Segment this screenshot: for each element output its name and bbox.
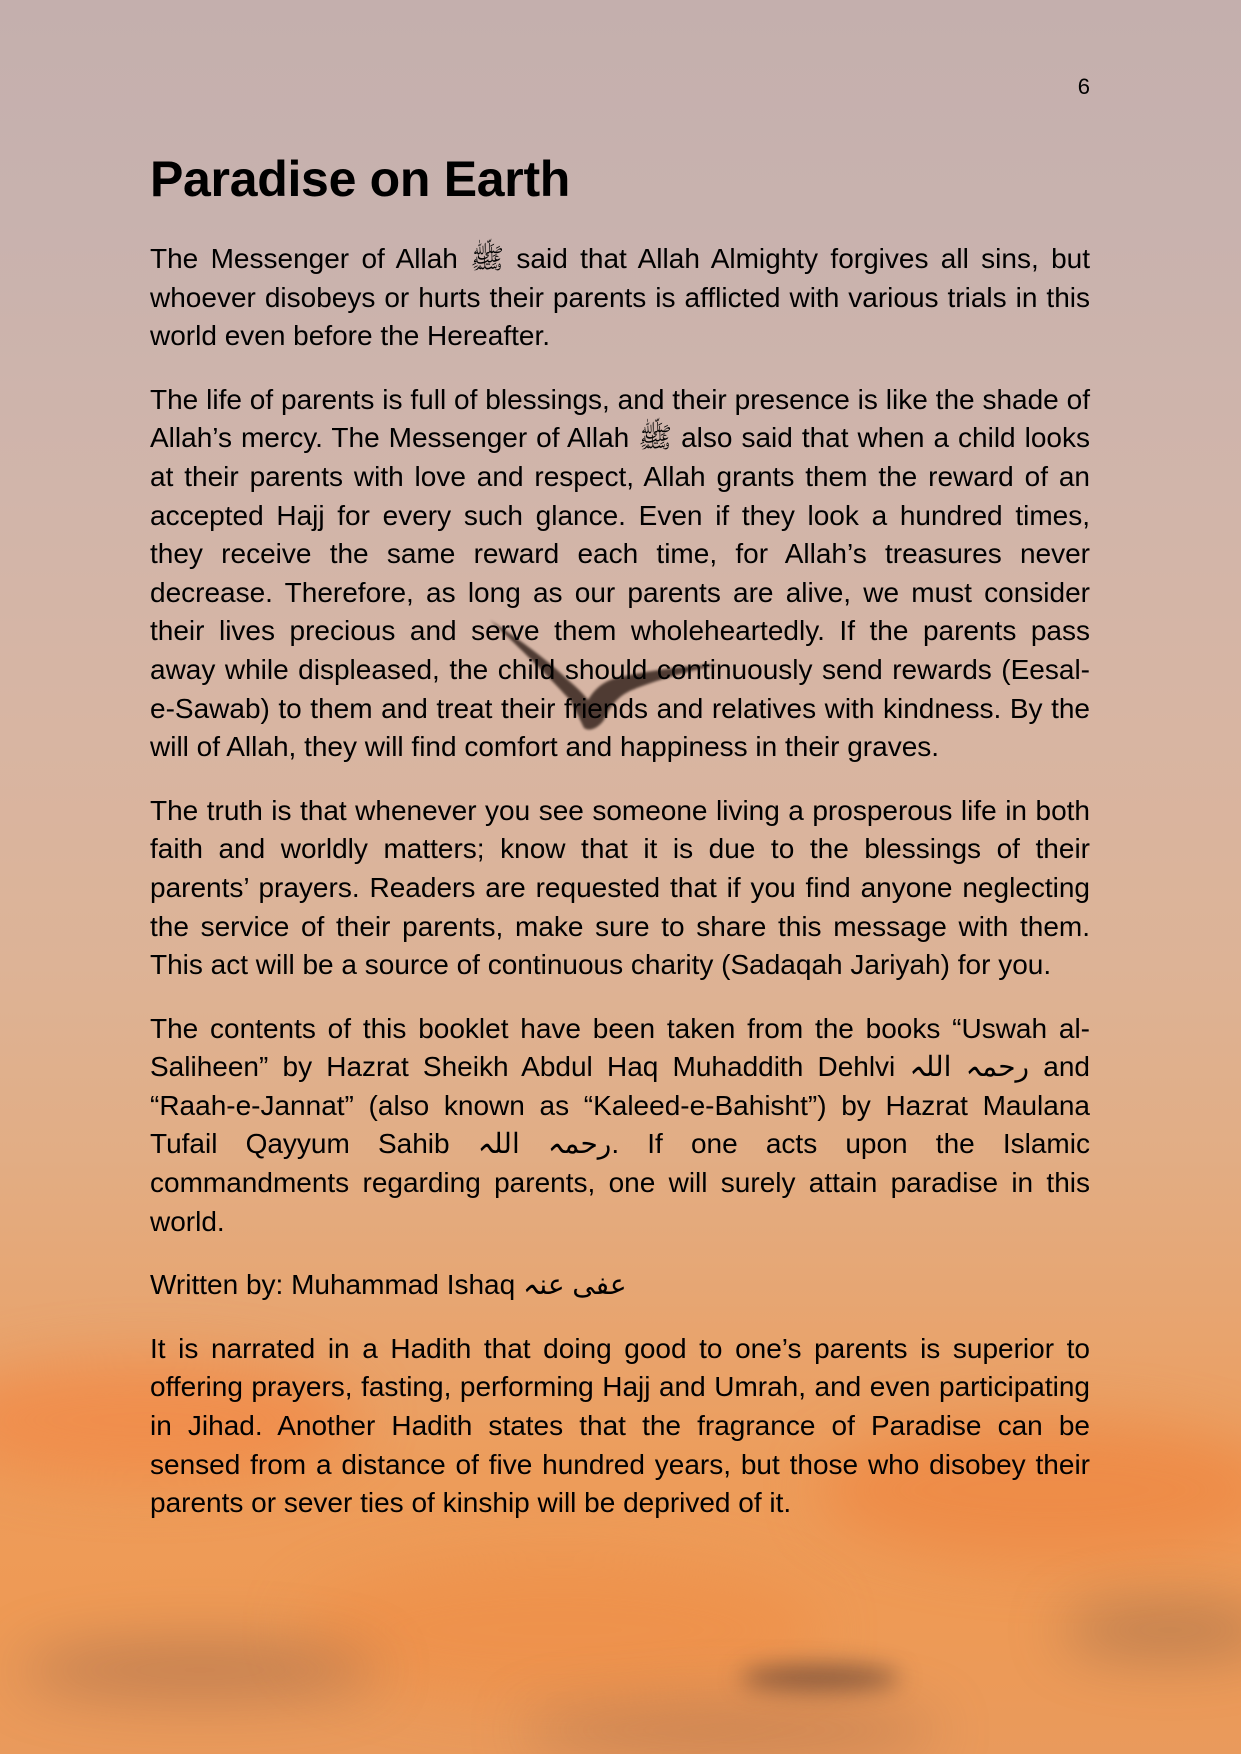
- dark-cloud: [520, 1700, 940, 1754]
- paragraph-closing: It is narrated in a Hadith that doing good to one’s parents is superior to offering prayers, fasting, performing Hajj and Umrah, and even participating in Jihad. Another Hadith states that the fragrance of Paradise can be sensed from a distance of five hundred years, but those who disobey their parents or sever ties of kinship will be deprived of it.: [150, 1332, 1090, 1519]
- paragraph-intro: The Messenger of Allah ﷺ said that Allah Almighty forgives all sins, but whoever disobeys or hurts their parents is afflicted with various trials in this world even before the Hereafter.: [150, 243, 1091, 352]
- page-number: 6: [1077, 74, 1090, 99]
- author-signature: Written by: Muhammad Ishaq عفی عنہ: [150, 1269, 627, 1301]
- page-title: Paradise on Earth: [150, 151, 571, 207]
- dark-cloud: [1060, 1600, 1241, 1660]
- article: [150, 148, 1090, 1548]
- paragraph-blessings: The life of parents is full of blessings, and their presence is like the shade of Allah’s mercy. The Messenger of Allah ﷺ also said that when a child looks at their parents with love and respect, Allah grants them the reward of an accepted Hajj for every such glance. Even if they look a hundred times, they receive the same reward each time, for Allah’s treasures never decrease. Therefore, as long as our parents are alive, we must consider their lives precious and serve them wholeheartedly. If the parents pass away while displeased, the child should continuously send rewards (Eesal-e-Sawab) to them and treat their friends and relatives with kindness. By the will of Allah, they will find comfort and happiness in their graves.: [150, 383, 1090, 763]
- paragraph-truth: The truth is that whenever you see someone living a prosperous life in both faith and worldly matters; know that it is due to the blessings of their parents’ prayers. Readers are requested that if you find anyone neglecting the service of their parents, make sure to share this message with them. This act will be a source of continuous charity (Sadaqah Jariyah) for you.: [150, 794, 1090, 981]
- paragraph-sources: The contents of this booklet have been taken from the books “Uswah al-Saliheen” by Hazrat Sheikh Abdul Haq Muhaddith Dehlvi رحمہ اللہ and “Raah-e-Jannat” (also known as “Kaleed-e-Bahisht”) by Hazrat Maulana Tufail Qayyum Sahib رحمہ اللہ. If one acts upon the Islamic commandments regarding parents, one will surely attain paradise in this world.: [150, 1012, 1090, 1237]
- dark-cloud: [740, 1665, 900, 1691]
- dark-cloud: [20, 1640, 380, 1700]
